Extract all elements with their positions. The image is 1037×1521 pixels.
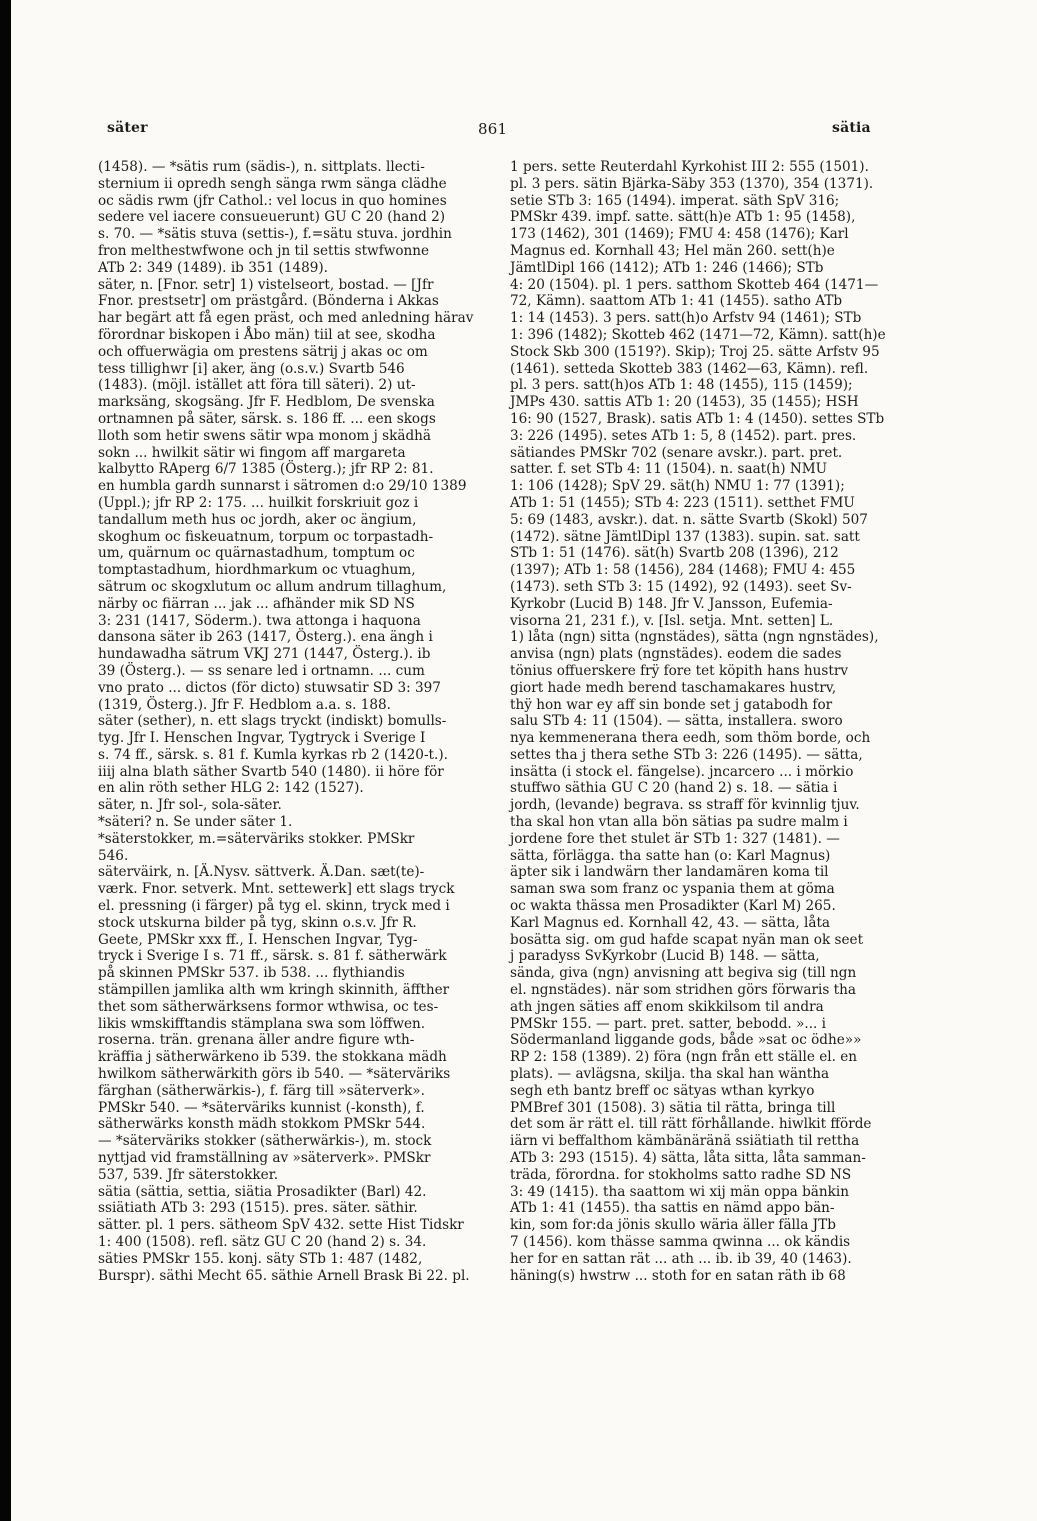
text-line: nya kemmenerana thera eedh, som thöm borde, och [510, 730, 871, 747]
text-line: el. pressning (i färger) på tyg el. skinn, tryck med i [98, 898, 450, 915]
text-line: sternium ii opredh sengh sänga rwm sänga clädhe [98, 175, 447, 192]
text-line: säter, n. [Fnor. setr] 1) vistelseort, bostad. — [Jfr [98, 276, 434, 293]
text-line: vno prato ... dictos (för dicto) stuwsatir SD 3: 397 [98, 679, 441, 696]
text-line: sätta, förlägga. tha satte han (o: Karl Magnus) [510, 847, 831, 864]
text-line: 3: 231 (1417, Söderm.). twa attonga i haquona [98, 612, 421, 629]
text-line: setie STb 3: 165 (1494). imperat. säth SpV 316; [510, 192, 840, 209]
text-line: kin, som for:da jönis skullo wäria äller fälla JTb [510, 1217, 836, 1234]
text-line: PMBref 301 (1508). 3) sätia til rätta, bringa till [510, 1099, 836, 1116]
text-line: thet som sätherwärksens formor wthwisa, oc tes- [98, 998, 439, 1015]
text-line: JämtlDipl 166 (1412); ATb 1: 246 (1466); STb [510, 259, 824, 276]
text-line: stuffwo säthia GU C 20 (hand 2) s. 18. — sätia i [510, 780, 838, 797]
text-line: bosätta sig. om gud hafde scapat nyän man ok seet [510, 931, 864, 948]
text-line: 1 pers. sette Reuterdahl Kyrkohist III 2: 555 (1501). [510, 159, 869, 175]
text-line: säter (sether), n. ett slags tryckt (indiskt) bomulls- [98, 713, 447, 730]
text-line: tandallum meth hus oc jordh, aker oc ängium, [98, 511, 417, 528]
text-line: dansona säter ib 263 (1417, Österg.). ena ängh i [98, 629, 433, 646]
running-head-left: säter [107, 120, 148, 136]
text-line: (1473). seth STb 3: 15 (1492), 92 (1493). seet Sv- [510, 578, 852, 595]
text-line: 1: 14 (1453). 3 pers. satt(h)o Arfstv 94 (1461); STb [510, 310, 862, 327]
text-line: häning(s) hwstrw ... stoth for en satan räth ib 68 [510, 1267, 846, 1284]
text-line: anvisa (ngn) plats (ngnstädes). eodem die sades [510, 646, 842, 663]
text-line: ortnamnen på säter, särsk. s. 186 ff. ... een skogs [98, 410, 436, 427]
text-line: stämpillen jamlika alth wm kringh skinnith, äffther [98, 982, 450, 999]
text-line: säties PMSkr 155. konj. säty STb 1: 487 (1482, [98, 1250, 423, 1267]
text-line: Karl Magnus ed. Kornhall 42, 43. — sätta, låta [510, 914, 831, 931]
text-line: her for en sattan rät ... ath ... ib. ib 39, 40 (1463). [510, 1250, 852, 1267]
page-number: 861 [478, 120, 508, 138]
text-line: værk. Fnor. setverk. Mnt. settewerk] ett slags tryck [98, 881, 455, 898]
text-line: 546. [98, 847, 129, 864]
text-line: skoghum oc fiskeuatnum, torpum oc torpastadh- [98, 528, 434, 545]
left-column [98, 159, 474, 1284]
text-line: ATb 2: 349 (1489). ib 351 (1489). [98, 259, 328, 276]
text-line: (1397); ATb 1: 58 (1456), 284 (1468); FMU 4: 455 [510, 562, 856, 579]
text-line: *säteri? n. Se under säter 1. [98, 814, 293, 831]
text-line: jordh, (levande) begrava. ss straff för kvinnlig tjuv. [510, 797, 860, 814]
text-line: likis wmskifftandis stämplana swa som löffwen. [98, 1015, 426, 1032]
text-line: roserna. trän. grenana äller andre figure wth- [98, 1032, 415, 1049]
text-line: *säterstokker, m.=säterväriks stokker. PMSkr [98, 830, 415, 847]
text-line: hundawadha sätrum VKJ 271 (1447, Österg.). ib [98, 646, 431, 663]
text-line: ATb 3: 293 (1515). 4) sätta, låta sitta, låta samman- [510, 1150, 866, 1167]
text-line: el. ngnstädes). när som stridhen görs förwaris tha [510, 982, 856, 999]
text-line: 1) låta (ngn) sitta (ngnstädes), sätta (ngn ngnstädes), [510, 629, 879, 646]
text-line: RP 2: 158 (1389). 2) föra (ngn från ett ställe el. en [510, 1049, 858, 1066]
text-line: Kyrkobr (Lucid B) 148. Jfr V. Jansson, Eufemia- [510, 595, 833, 612]
text-line: (1458). — *sätis rum (sädis-), n. sittplats. llecti- [98, 159, 425, 175]
text-line: det som är rätt el. till rätt förhållande. hiwlkit fförde [510, 1116, 872, 1133]
text-line: oc sädis rwm (jfr Cathol.: vel locus in quo homines [98, 192, 447, 209]
text-line: på skinnen PMSkr 537. ib 538. ... flythiandis [98, 965, 405, 982]
text-line: färghan (sätherwärkis-), f. färg till »säterverk». [98, 1082, 425, 1099]
text-line: (1472). sätne JämtlDipl 137 (1383). supin. sat. satt [510, 528, 860, 545]
text-line: ssiätiath ATb 3: 293 (1515). pres. säter. säthir. [98, 1200, 418, 1217]
text-line: s. 74 ff., särsk. s. 81 f. Kumla kyrkas rb 2 (1420-t.). [98, 746, 448, 763]
text-line: PMSkr 439. impf. satte. sätt(h)e ATb 1: 95 (1458), [510, 209, 856, 226]
text-line: tha skal hon vtan alla bön sätias pa sudre malm i [510, 814, 848, 831]
text-line: Magnus ed. Kornhall 43; Hel män 260. sett(h)e [510, 242, 835, 259]
text-line: träda, förordna. for stokholms satto radhe SD NS [510, 1166, 852, 1183]
text-line: satter. f. set STb 4: 11 (1504). n. saat(h) NMU [510, 461, 828, 478]
text-line: 1: 400 (1508). refl. sätz GU C 20 (hand 2) s. 34. [98, 1234, 427, 1250]
text-line: och offuerwägia om prestens sätrij j akas oc om [98, 343, 428, 360]
text-line: sätrum oc skogxlutum oc allum andrum tillaghum, [98, 578, 447, 595]
text-line: tess tillighwr [i] aker, äng (o.s.v.) Svartb 546 [98, 360, 405, 377]
text-line: 537, 539. Jfr säterstokker. [98, 1166, 279, 1183]
text-line: plats). — avlägsna, skilja. tha skal han wäntha [510, 1066, 830, 1083]
text-line: sätter. pl. 1 pers. sätheom SpV 432. sette Hist Tidskr [98, 1217, 464, 1234]
text-line: ath jngen säties aff enom skikkilsom til andra [510, 998, 824, 1015]
text-line: s. 70. — *sätis stuva (settis-), f.=sätu stuva. jordhin [98, 226, 452, 243]
text-line: säterväirk, n. [Ä.Nysv. sättverk. Ä.Dan. sæt(te)- [98, 864, 425, 881]
text-line: (1319, Österg.). Jfr F. Hedblom a.a. s. 188. [98, 696, 391, 713]
text-line: har begärt att få egen präst, och med anledning härav [98, 310, 474, 327]
text-line: thÿ hon war ey aff sin bonde set j gatabodh for [510, 696, 833, 713]
text-line: jordene fore thet stulet är STb 1: 327 (1481). — [510, 830, 840, 847]
text-line: 7 (1456). kom thässe samma qwinna ... ok kändis [510, 1234, 851, 1250]
text-line: äpter sik i landwärn ther landamären koma til [510, 864, 829, 881]
text-line: oc wakta thässa men Prosadikter (Karl M) 265. [510, 898, 836, 915]
text-line: iärn vi beffalthom kämbänäränä ssiätiath til rettha [510, 1133, 860, 1150]
text-line: säter, n. Jfr sol-, sola-säter. [98, 797, 282, 814]
text-line: 5: 69 (1483, avskr.). dat. n. sätte Svartb (Skokl) 507 [510, 511, 868, 528]
text-line: 1: 106 (1428); SpV 29. sät(h) NMU 1: 77 (1391); [510, 478, 845, 495]
right-column [510, 159, 886, 1284]
text-line: 3: 226 (1495). setes ATb 1: 5, 8 (1452). part. pres. [510, 427, 857, 444]
text-line: pl. 3 pers. satt(h)os ATb 1: 48 (1455), 115 (1459); [510, 377, 853, 394]
text-line: kalbytto RAperg 6/7 1385 (Österg.); jfr RP 2: 81. [98, 461, 434, 478]
text-line: Stock Skb 300 (1519?). Skip); Troj 25. sätte Arfstv 95 [510, 343, 880, 360]
text-line: sätiandes PMSkr 702 (senare avskr.). part. pret. [510, 444, 843, 461]
text-line: saman swa som franz oc yspania them at göma [510, 881, 835, 898]
text-line: 1: 396 (1482); Skotteb 462 (1471—72, Kämn). satt(h)e [510, 326, 886, 343]
text-line: 3: 49 (1415). tha saattom wi xij män oppa bänkin [510, 1183, 850, 1200]
text-line: sätia (sättia, settia, siätia Prosadikter (Barl) 42. [98, 1183, 427, 1200]
text-line: fron melthestwfwone och jn til settis stwfwonne [98, 242, 430, 259]
text-line: ATb 1: 41 (1455). tha sattis en nämd appo bän- [510, 1200, 835, 1217]
text-line: JMPs 430. sattis ATb 1: 20 (1453), 35 (1455); HSH [510, 394, 859, 411]
text-line: tomptastadhum, hiordhmarkum oc vtuaghum, [98, 562, 416, 579]
text-line: närby oc fiärran ... jak ... afhänder mik SD NS [98, 595, 415, 612]
text-line: Burspr). säthi Mecht 65. säthie Arnell Brask Bi 22. pl. [98, 1267, 470, 1284]
text-line: salu STb 4: 11 (1504). — sätta, installera. sworo [510, 713, 843, 730]
text-line: marksäng, skogsäng. Jfr F. Hedblom, De svenska [98, 394, 435, 411]
text-line: 4: 20 (1504). pl. 1 pers. satthom Skotteb 464 (1471— [510, 276, 879, 293]
text-line: tyg. Jfr I. Henschen Ingvar, Tygtryck i Sverige I [98, 730, 426, 747]
text-line: kräffia j sätherwärkeno ib 539. the stokkana mädh [98, 1049, 447, 1066]
text-line: (1461). setteda Skotteb 383 (1462—63, Kämn). refl. [510, 360, 869, 377]
text-line: 72, Kämn). saattom ATb 1: 41 (1455). satho ATb [510, 293, 843, 310]
text-line: Geete, PMSkr xxx ff., I. Henschen Ingvar, Tyg- [98, 931, 418, 948]
text-line: iiij alna blath säther Svartb 540 (1480). ii höre för [98, 763, 444, 780]
scan-edge [0, 0, 11, 1521]
text-line: sedere vel iacere consueuerunt) GU C 20 (hand 2) [98, 209, 446, 226]
text-line: segh eth bantz breff oc sätyas wthan kyrkyo [510, 1082, 815, 1099]
text-line: j paradyss SvKyrkobr (Lucid B) 148. — sätta, [510, 948, 820, 965]
text-line: en alin röth sether HLG 2: 142 (1527). [98, 780, 364, 797]
text-line: lloth som hetir swens sätir wpa monom j skädhä [98, 427, 432, 444]
text-line: pl. 3 pers. sätin Bjärka-Säby 353 (1370), 354 (1371). [510, 175, 874, 192]
text-line: PMSkr 155. — part. pret. satter, bebodd. »... i [510, 1015, 827, 1032]
text-line: 16: 90 (1527, Brask). satis ATb 1: 4 (1450). settes STb [510, 410, 885, 427]
text-line: settes tha j thera sethe STb 3: 226 (1495). — sätta, [510, 746, 863, 763]
text-line: hwilkom sätherwärkith görs ib 540. — *säterväriks [98, 1066, 451, 1083]
text-line: tryck i Sverige I s. 71 ff., särsk. s. 81 f. sätherwärk [98, 948, 447, 965]
text-line: sända, giva (ngn) anvisning att begiva sig (till ngn [510, 965, 857, 982]
text-line: visorna 21, 231 f.), v. [Isl. setja. Mnt. setten] L. [510, 612, 834, 629]
text-line: PMSkr 540. — *säterväriks kunnist (-konsth), f. [98, 1099, 425, 1116]
text-line: en humbla gardh sunnarst i sätromen d:o 29/10 1389 [98, 478, 467, 495]
text-line: 173 (1462), 301 (1469); FMU 4: 458 (1476); Karl [510, 226, 849, 243]
text-line: förordnar biskopen i Åbo män) tiil at see, skodha [98, 326, 436, 343]
text-line: giort hade medh berend taschamakares hustrv, [510, 679, 837, 696]
text-line: Fnor. prestsetr] om prästgård. (Bönderna i Akkas [98, 293, 439, 310]
text-line: nyttjad vid framställning av »säterverk». PMSkr [98, 1150, 431, 1167]
text-line: STb 1: 51 (1476). sät(h) Svartb 208 (1396), 212 [510, 545, 839, 562]
text-line: 39 (Österg.). — ss senare led i ortnamn. ... cum [98, 662, 425, 679]
text-line: (Uppl.); jfr RP 2: 175. ... huilkit forskriuit goz i [98, 494, 419, 511]
text-line: ATb 1: 51 (1455); STb 4: 223 (1511). setthet FMU [510, 494, 855, 511]
text-line: um, quärnum oc quärnastadhum, tomptum oc [98, 545, 415, 562]
text-line: (1483). (möjl. istället att föra till säteri). 2) ut- [98, 377, 416, 394]
running-head-right: sätia [832, 120, 871, 136]
text-line: sokn ... hwilkit sätir wi fingom aff margareta [98, 444, 406, 461]
text-line: tönius offuerskere frÿ fore tet köpith hans hustrv [510, 662, 849, 679]
text-line: Södermanland liggande gods, både »sat oc ödhe»» [510, 1032, 862, 1049]
text-line: stock utskurna bilder på tyg, skinn o.s.v. Jfr R. [98, 914, 417, 931]
text-line: sätherwärks konsth mädh stokkom PMSkr 544. [98, 1116, 426, 1133]
text-line: — *säterväriks stokker (sätherwärkis-), m. stock [98, 1133, 432, 1150]
text-line: insätta (i stock el. fängelse). jncarcero ... i mörkio [510, 763, 854, 780]
